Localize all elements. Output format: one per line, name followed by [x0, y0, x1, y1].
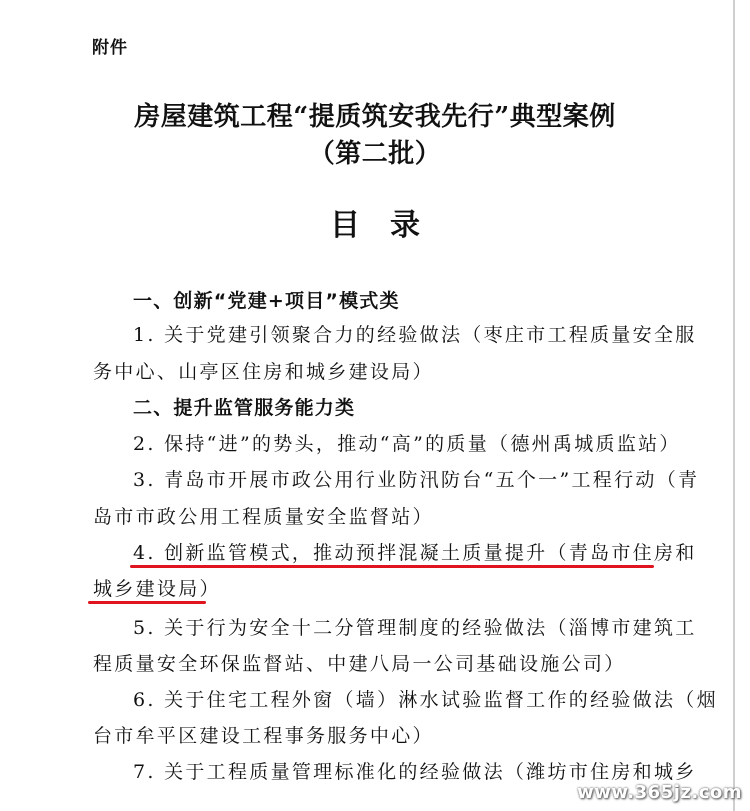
toc-item-6-line-2: 台市牟平区建设工程事务服务中心）	[93, 725, 434, 747]
red-underline-2	[88, 601, 206, 604]
toc-section-2: 二、提升监管服务能力类	[133, 397, 356, 419]
toc-item-3-line-1: 3. 青岛市开展市政公用行业防汛防台“五个一”工程行动（青	[133, 469, 700, 491]
toc-item-1-line-1: 1. 关于党建引领聚合力的经验做法（枣庄市工程质量安全服	[133, 324, 697, 346]
toc-item-1-line-2: 务中心、山亭区住房和城乡建设局）	[93, 361, 434, 383]
document-subtitle: （第二批）	[308, 139, 442, 169]
toc-item-2-line-1: 2. 保持“进”的势头，推动“高”的质量（德州禹城质监站）	[133, 433, 681, 455]
toc-item-4-line-2: 城乡建设局）	[93, 578, 221, 600]
toc-section-1: 一、创新“党建+项目”模式类	[133, 290, 400, 312]
document-title: 房屋建筑工程“提质筑安我先行”典型案例	[134, 102, 616, 132]
page-edge-divider	[733, 0, 735, 811]
attachment-label: 附件	[92, 38, 128, 58]
toc-item-5-line-1: 5. 关于行为安全十二分管理制度的经验做法（淄博市建筑工	[133, 617, 697, 639]
toc-item-3-line-2: 岛市市政公用工程质量安全监督站）	[93, 506, 434, 528]
toc-item-6-line-1: 6. 关于住宅工程外窗（墙）淋水试验监督工作的经验做法（烟	[133, 689, 718, 711]
red-underline-1	[130, 565, 654, 568]
toc-item-4-line-1: 4. 创新监管模式，推动预拌混凝土质量提升（青岛市住房和	[133, 542, 697, 564]
toc-item-5-line-2: 程质量安全环保监督站、中建八局一公司基础设施公司）	[93, 653, 626, 675]
toc-item-7-line-1: 7. 关于工程质量管理标准化的经验做法（潍坊市住房和城乡	[133, 761, 697, 783]
site-watermark: www.365jz.com	[577, 782, 742, 803]
toc-heading: 目 录	[330, 208, 420, 243]
